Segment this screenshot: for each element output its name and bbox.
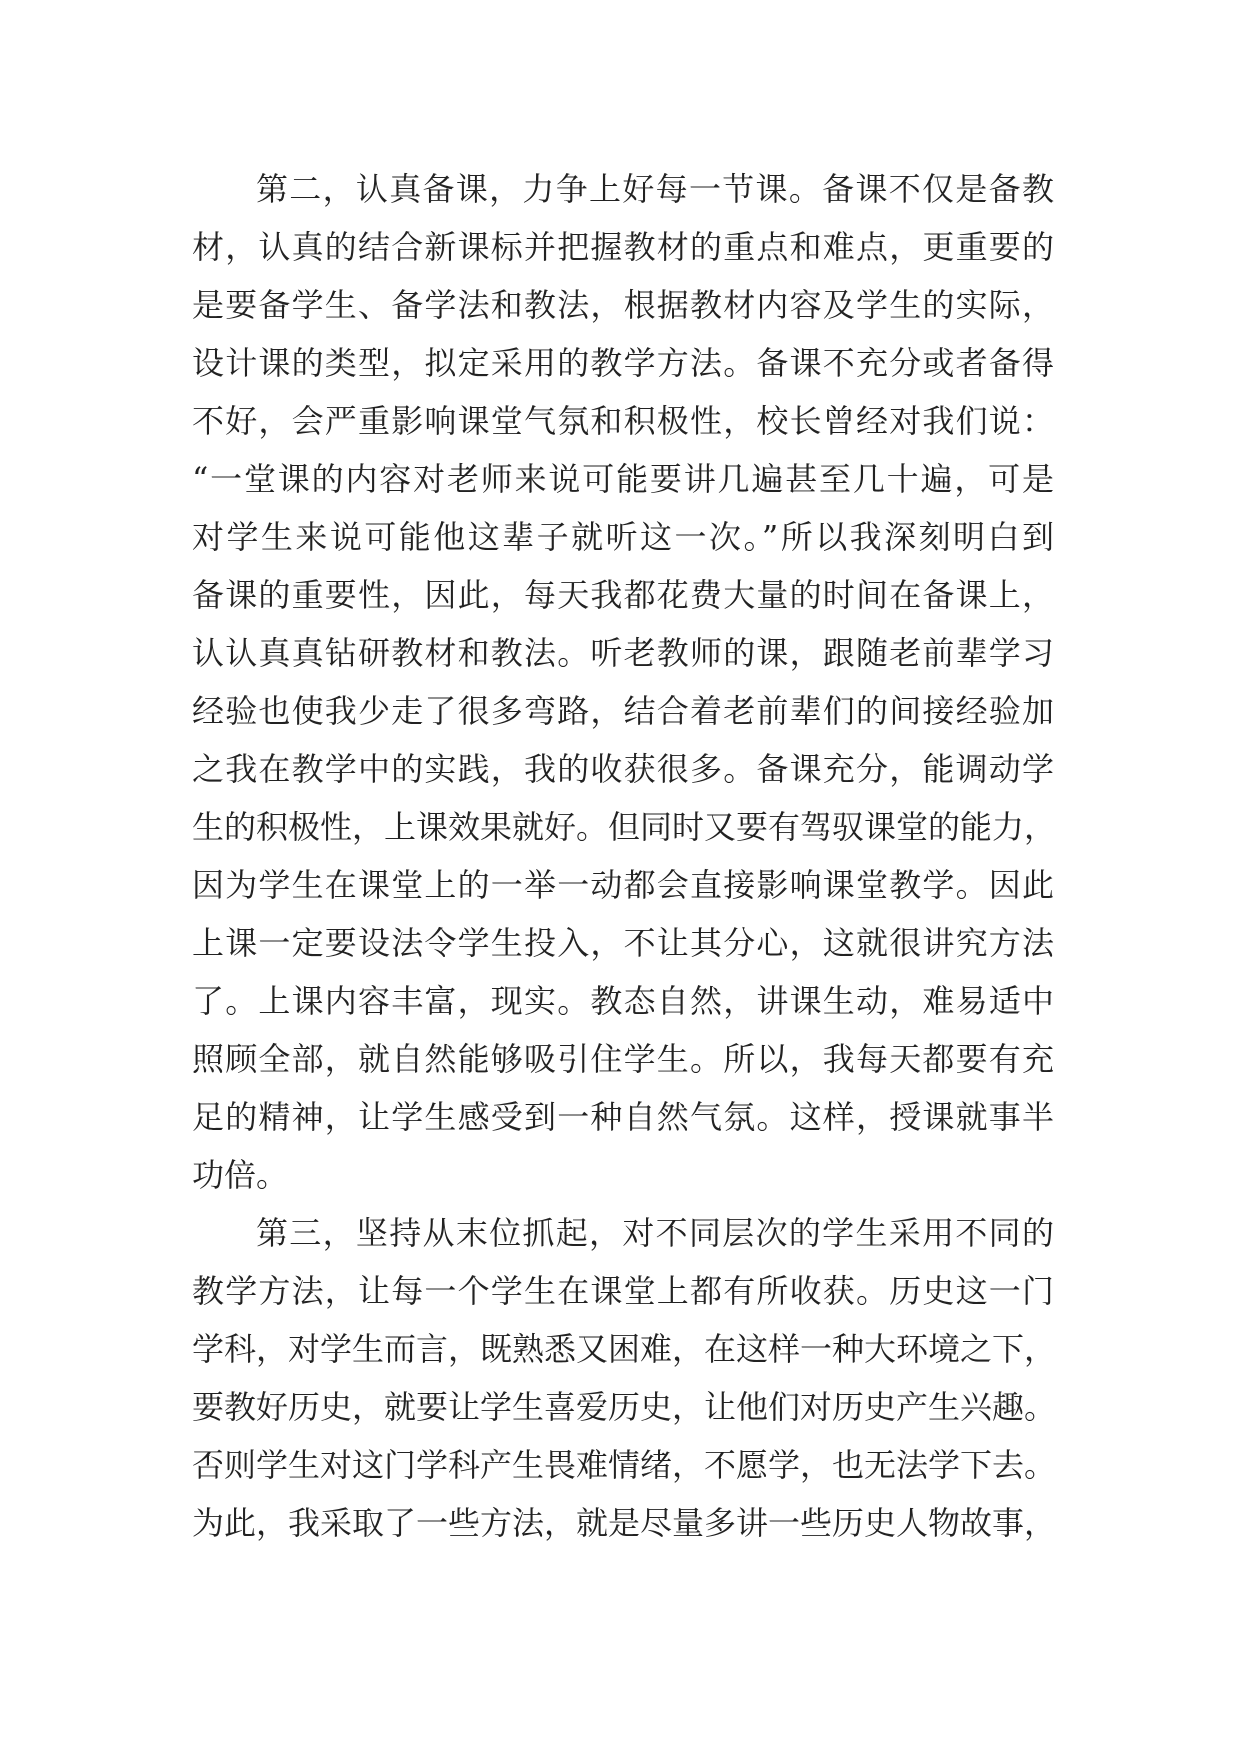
text-line: 之我在教学中的实践，我的收获很多。备课充分，能调动学 xyxy=(192,750,1054,788)
text-line: 不好，会严重影响课堂气氛和积极性，校长曾经对我们说： xyxy=(192,402,1054,440)
text-line: 设计课的类型，拟定采用的教学方法。备课不充分或者备得 xyxy=(192,344,1054,382)
text-line: “一堂课的内容对老师来说可能要讲几遍甚至几十遍，可是 xyxy=(192,460,1054,498)
text-line: 是要备学生、备学法和教法，根据教材内容及学生的实际， xyxy=(192,286,1054,324)
text-line: 学科，对学生而言，既熟悉又困难，在这样一种大环境之下， xyxy=(192,1330,1057,1368)
text-line: 经验也使我少走了很多弯路，结合着老前辈们的间接经验加 xyxy=(192,692,1054,730)
paragraph-2 xyxy=(192,160,1057,1204)
text-line: 为此，我采取了一些方法，就是尽量多讲一些历史人物故事， xyxy=(192,1504,1057,1542)
text-line: 材，认真的结合新课标并把握教材的重点和难点，更重要的 xyxy=(192,228,1054,266)
text-line: 第二，认真备课，力争上好每一节课。备课不仅是备教 xyxy=(256,170,1054,208)
text-line: 照顾全部，就自然能够吸引住学生。所以，我每天都要有充 xyxy=(192,1040,1054,1078)
text-line: 备课的重要性，因此，每天我都花费大量的时间在备课上， xyxy=(192,576,1054,614)
text-line: 了。上课内容丰富，现实。教态自然，讲课生动，难易适中 xyxy=(192,982,1054,1020)
text-line: 认认真真钻研教材和教法。听老教师的课，跟随老前辈学习 xyxy=(192,634,1054,672)
text-line: 上课一定要设法令学生投入，不让其分心，这就很讲究方法 xyxy=(192,924,1054,962)
text-line: 足的精神，让学生感受到一种自然气氛。这样，授课就事半 xyxy=(192,1098,1054,1136)
paragraph-3 xyxy=(192,1204,1057,1552)
text-line: 教学方法，让每一个学生在课堂上都有所收获。历史这一门 xyxy=(192,1272,1054,1310)
text-line: 生的积极性，上课效果就好。但同时又要有驾驭课堂的能力， xyxy=(192,808,1057,846)
text-line: 功倍。 xyxy=(192,1156,289,1194)
body-text xyxy=(192,160,1057,1552)
text-line: 第三，坚持从末位抓起，对不同层次的学生采用不同的 xyxy=(256,1214,1054,1252)
text-line: 要教好历史，就要让学生喜爱历史，让他们对历史产生兴趣。 xyxy=(192,1388,1057,1426)
text-line: 否则学生对这门学科产生畏难情绪，不愿学，也无法学下去。 xyxy=(192,1446,1057,1484)
text-line: 因为学生在课堂上的一举一动都会直接影响课堂教学。因此 xyxy=(192,866,1054,904)
text-line: 对学生来说可能他这辈子就听这一次。”所以我深刻明白到 xyxy=(192,518,1054,556)
